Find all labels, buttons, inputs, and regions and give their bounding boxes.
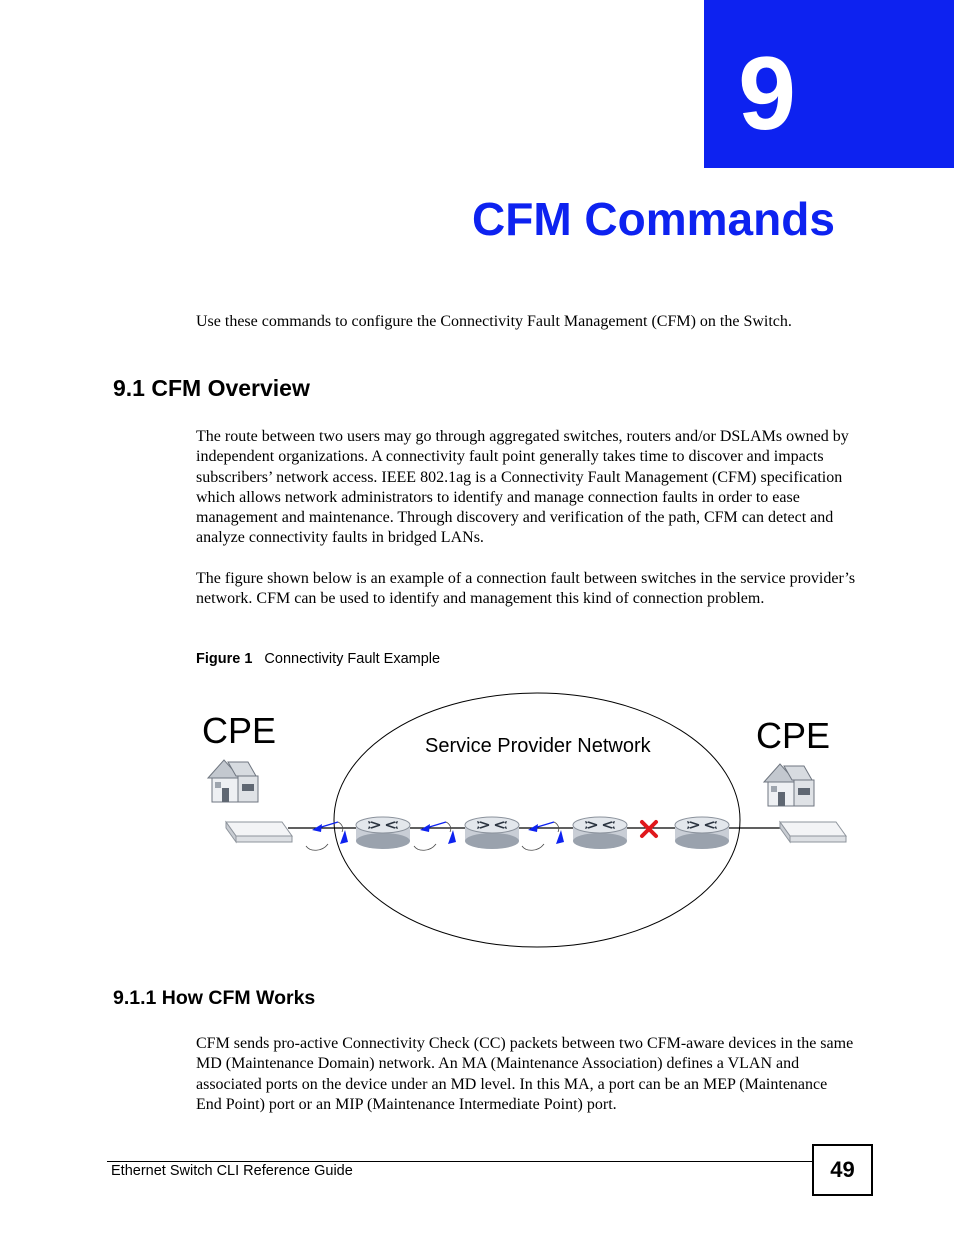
fault-x-icon <box>642 822 656 836</box>
footer-guide-title: Ethernet Switch CLI Reference Guide <box>111 1163 353 1179</box>
house-icon <box>764 764 814 806</box>
figure-caption-text: Connectivity Fault Example <box>264 651 441 667</box>
figure-caption <box>196 649 440 669</box>
how-cfm-works-paragraph: CFM sends pro-active Connectivity Check (CC) packets between two CFM-aware devices in the same MD (Maintenance Domain) network. An MA (Maintenance Association) defines a VLAN and associated ports on the device under an MD level. In this MA, a port can be an MEP (Maintenance End Point) port or an MIP (Maintenance Intermediate Point) port. <box>196 1035 854 1113</box>
router-icon <box>573 817 627 849</box>
connectivity-fault-figure <box>190 680 850 955</box>
overview-paragraph-1: The route between two users may go through aggregated switches, routers and/or DSLAMs owned by independent organizations. A connectivity fault point generally takes time to discover and impacts subscribers’ network access. IEEE 802.1ag is a Connectivity Fault Management (CFM) specification which allows network administrators to identify and manage connection faults in order to ease management and maintenance. Through discovery and verification of the path, CFM can detect and analyze connectivity faults in bridged LANs. <box>196 428 849 547</box>
network-label: Service Provider Network <box>425 735 651 757</box>
cpe-label-right: CPE <box>756 715 831 756</box>
figure-label: Figure 1 <box>196 651 253 667</box>
cpe-label-left: CPE <box>202 710 277 751</box>
modem-icon <box>226 822 292 842</box>
router-icon <box>675 817 729 849</box>
chapter-title: CFM Commands <box>472 193 835 245</box>
overview-paragraph-2: The figure shown below is an example of a connection fault between switches in the service provider’s network. CFM can be used to identify and management this kind of connection problem. <box>196 570 856 608</box>
chapter-number: 9 <box>738 36 796 152</box>
router-icon <box>356 817 410 849</box>
house-icon <box>208 760 258 802</box>
cc-arrow-icon <box>306 822 348 850</box>
cc-arrow-icon <box>522 822 564 850</box>
page-number: 49 <box>812 1144 873 1196</box>
router-icon <box>465 817 519 849</box>
section-heading-cfm-overview: 9.1 CFM Overview <box>113 375 310 401</box>
cc-arrow-icon <box>414 822 456 850</box>
section-heading-how-cfm-works: 9.1.1 How CFM Works <box>113 987 316 1009</box>
intro-paragraph: Use these commands to configure the Connectivity Fault Management (CFM) on the Switch. <box>196 313 792 330</box>
modem-icon <box>780 822 846 842</box>
